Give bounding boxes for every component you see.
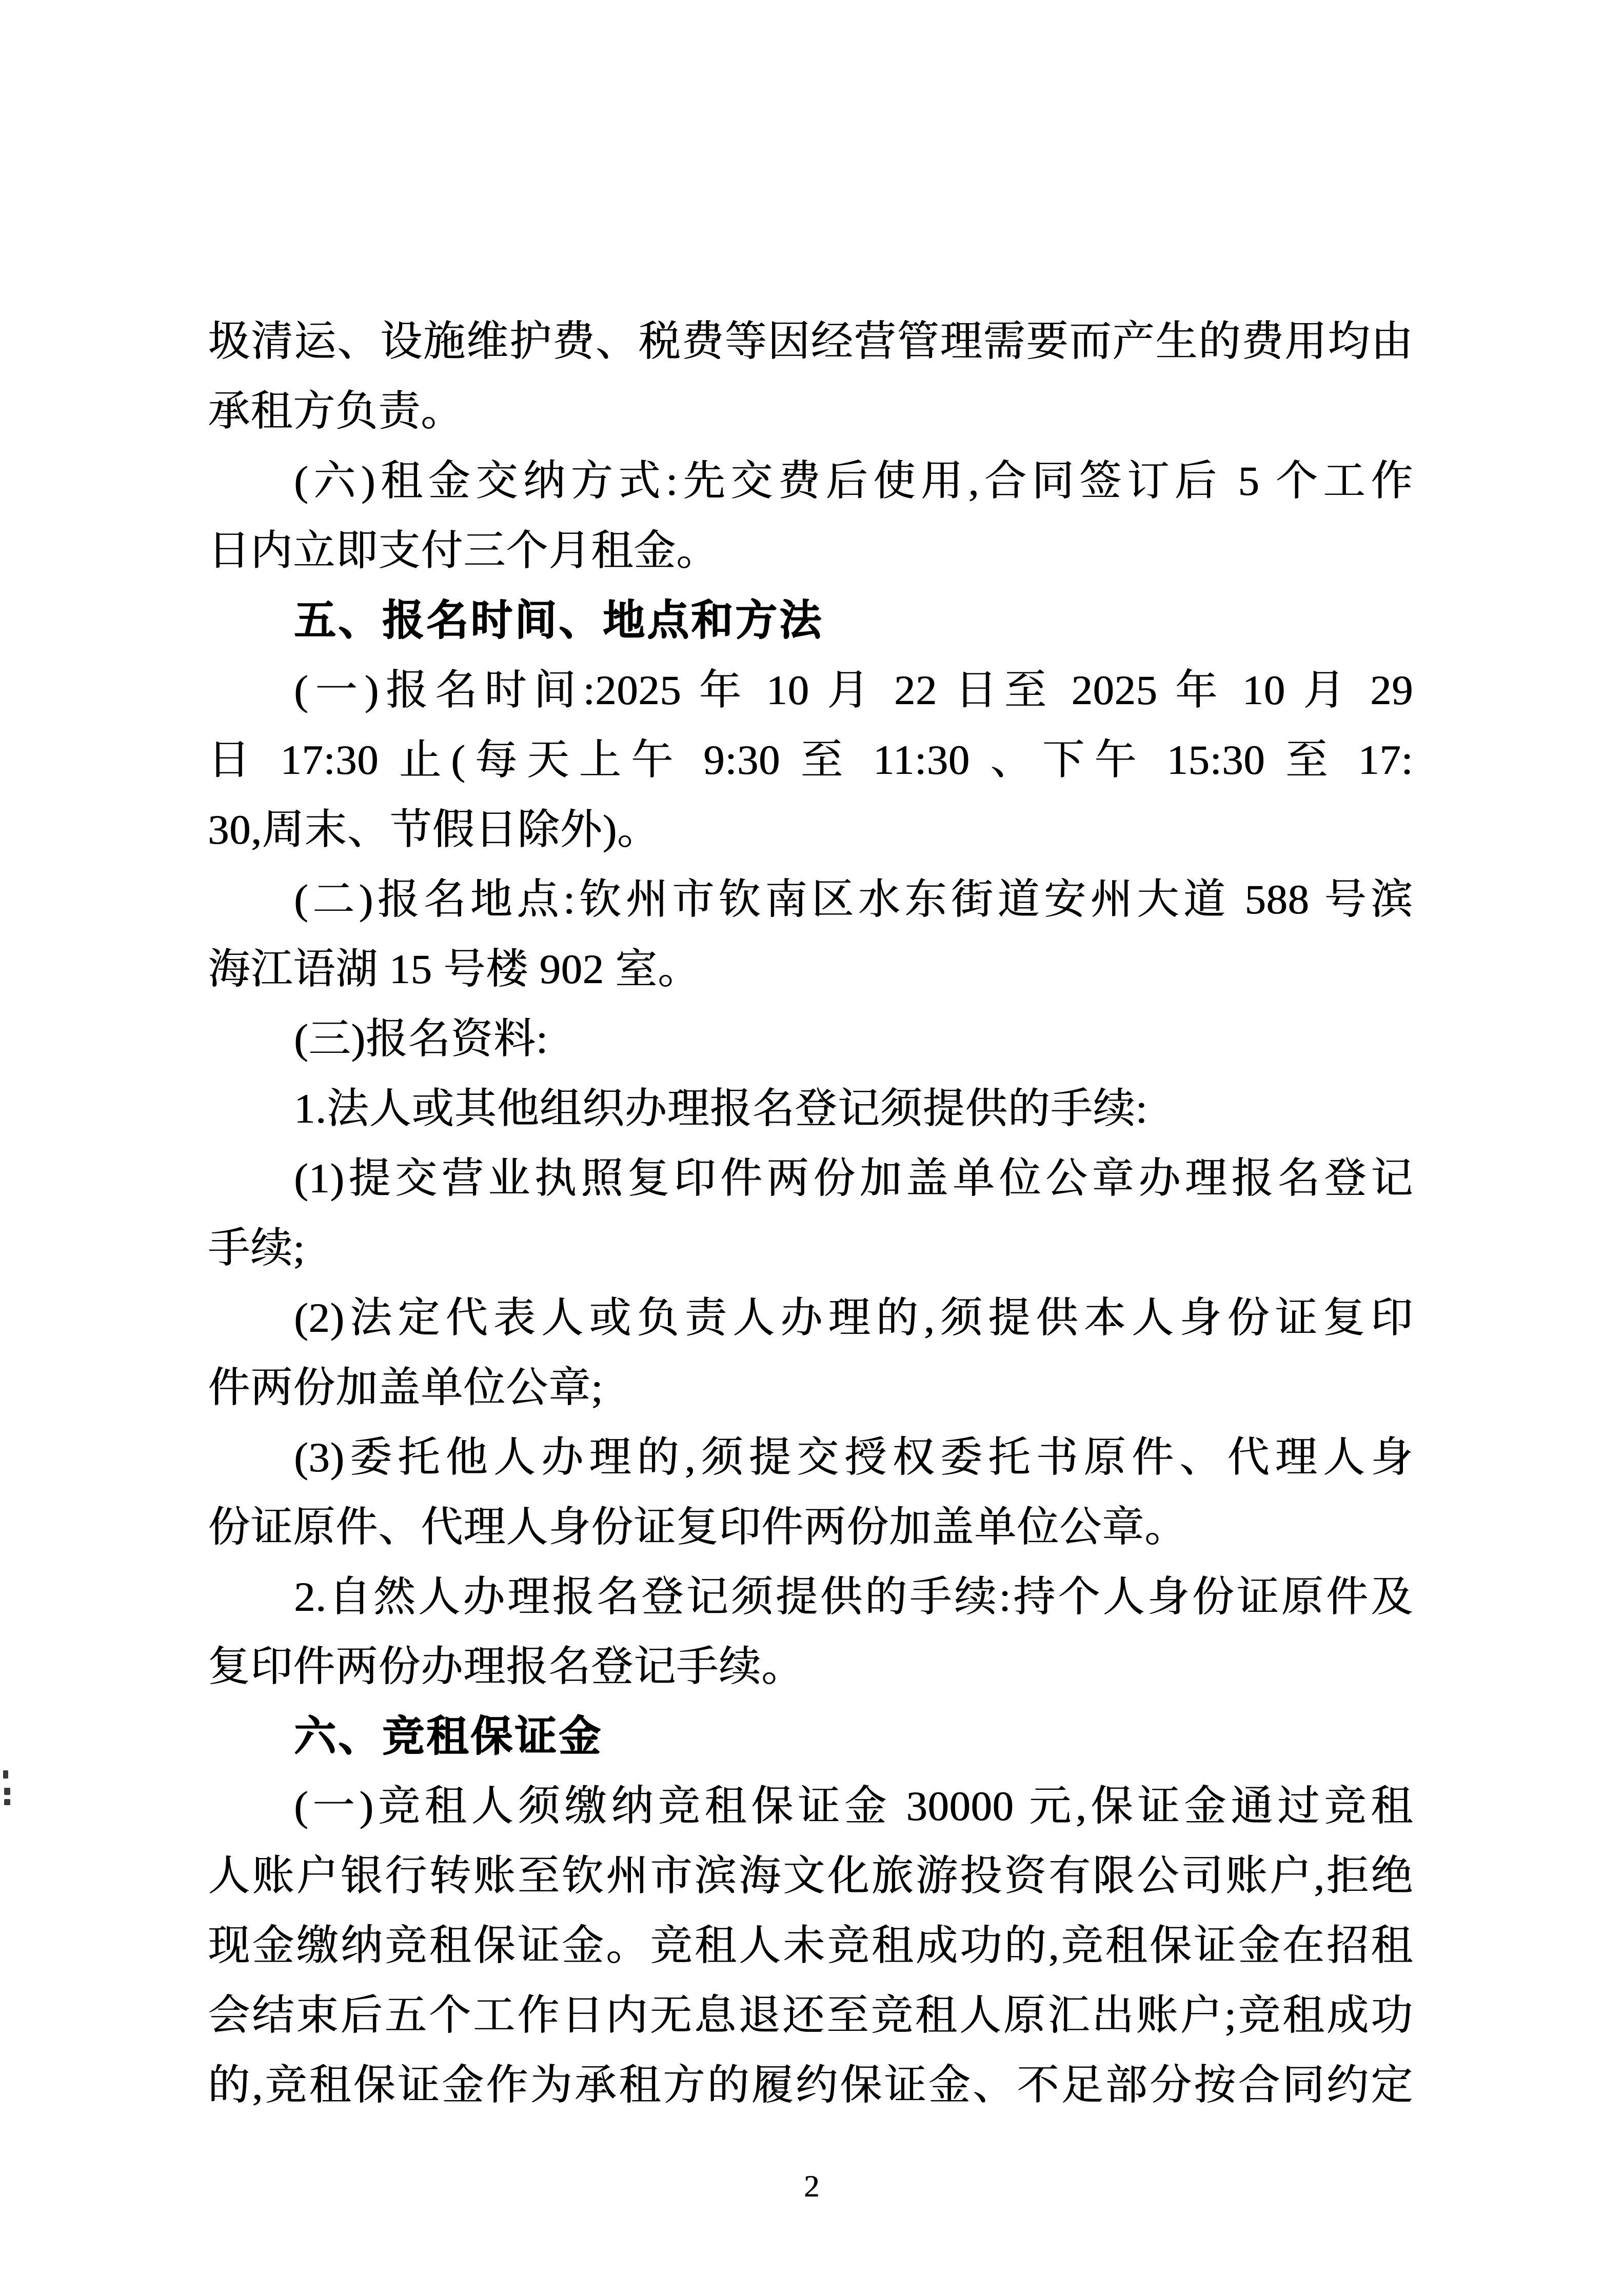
- text-line: 份证原件、代理人身份证复印件两份加盖单位公章。: [208, 1504, 1187, 1550]
- text-line: (2)法定代表人或负责人办理的,须提供本人身份证复印: [294, 1294, 1413, 1341]
- text-line: 1.法人或其他组织办理报名登记须提供的手续:: [294, 1085, 1148, 1132]
- text-line: 30,周末、节假日除外)。: [208, 806, 660, 853]
- text-line: 2.自然人办理报名登记须提供的手续:持个人身份证原件及: [294, 1573, 1413, 1620]
- text-line: 人账户银行转账至钦州市滨海文化旅游投资有限公司账户,拒绝: [208, 1852, 1413, 1899]
- text-line: 手续;: [208, 1225, 305, 1271]
- text-line: 现金缴纳竞租保证金。竞租人未竞租成功的,竞租保证金在招租: [208, 1922, 1413, 1969]
- text-line: (三)报名资料:: [294, 1015, 548, 1062]
- text-line: (一)竞租人须缴纳竞租保证金 30000 元,保证金通过竞租: [294, 1783, 1413, 1829]
- text-line: 日 17:30 止(每天上午 9:30 至 11:30 、下午 15:30 至 17:: [208, 736, 1413, 783]
- section-heading: 五、报名时间、地点和方法: [294, 597, 824, 644]
- text-line: (1)提交营业执照复印件两份加盖单位公章办理报名登记: [294, 1155, 1413, 1202]
- text-line: (3)委托他人办理的,须提交授权委托书原件、代理人身: [294, 1434, 1413, 1481]
- text-line: 会结束后五个工作日内无息退还至竞租人原汇出账户;竞租成功: [208, 1992, 1413, 2039]
- text-line: 承租方负责。: [208, 388, 464, 434]
- text-line: (二)报名地点:钦州市钦南区水东街道安州大道 588 号滨: [294, 876, 1413, 923]
- text-line: 圾清运、设施维护费、税费等因经营管理需要而产生的费用均由: [208, 318, 1413, 365]
- page-number: 2: [804, 2169, 819, 2203]
- text-line: 件两份加盖单位公章;: [208, 1364, 603, 1411]
- scan-artifact: [4, 1788, 10, 1795]
- body-text: [208, 307, 1413, 2120]
- text-line: (一)报名时间:2025 年 10 月 22 日至 2025 年 10 月 29: [294, 667, 1413, 713]
- scan-artifact: [4, 1799, 10, 1805]
- section-heading: 六、竞租保证金: [294, 1713, 603, 1760]
- text-line: 复印件两份办理报名登记手续。: [208, 1643, 804, 1690]
- text-line: 的,竞租保证金作为承租方的履约保证金、不足部分按合同约定: [208, 2062, 1413, 2108]
- text-line: 日内立即支付三个月租金。: [208, 527, 719, 574]
- text-line: 海江语湖 15 号楼 902 室。: [208, 946, 701, 992]
- scan-artifact: [3, 1770, 8, 1779]
- text-line: (六)租金交纳方式:先交费后使用,合同签订后 5 个工作: [294, 457, 1413, 504]
